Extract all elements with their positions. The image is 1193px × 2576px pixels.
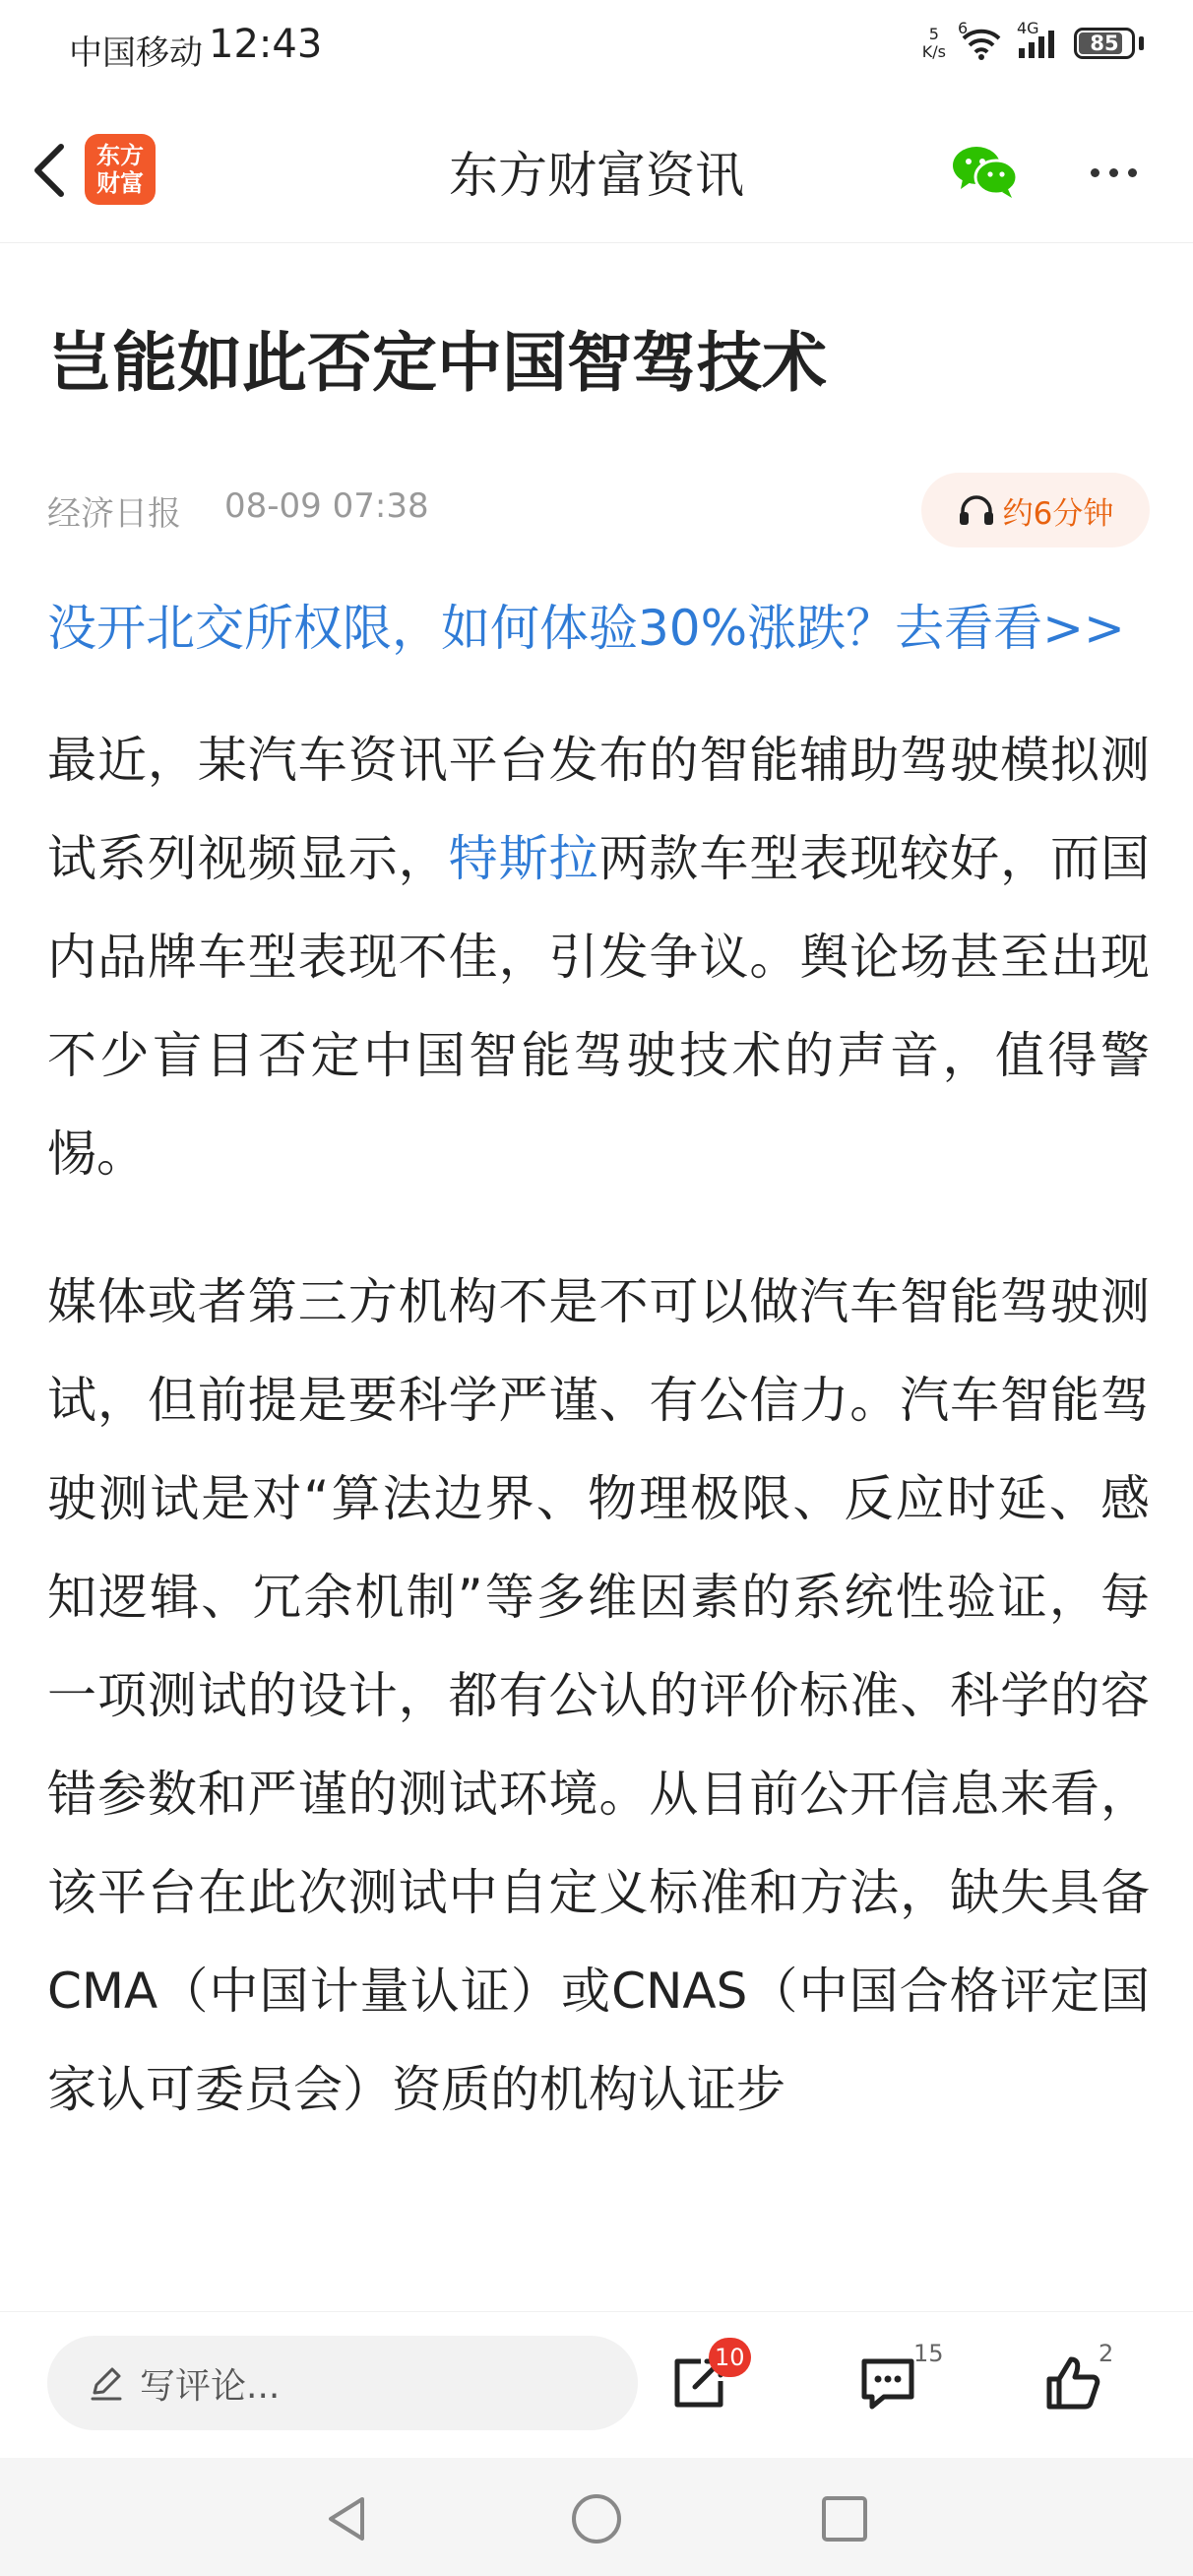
comment-count: 15 <box>913 2340 944 2367</box>
wifi-label: 6 <box>958 19 969 37</box>
wechat-share-button[interactable] <box>951 142 1020 201</box>
article-source[interactable]: 经济日报 <box>47 494 181 534</box>
article-title: 岂能如此否定中国智驾技术 <box>47 325 827 401</box>
wifi-icon <box>958 19 1003 60</box>
network-speed-unit: K/s <box>921 42 946 61</box>
comment-input[interactable] <box>47 2336 638 2430</box>
bottom-action-bar <box>0 2311 1193 2458</box>
carrier-label: 中国移动 <box>69 33 203 73</box>
circle-home-icon <box>569 2491 624 2546</box>
back-icon <box>30 141 69 200</box>
comments-button[interactable] <box>848 2340 944 2422</box>
page-title: 东方财富资讯 <box>449 147 744 204</box>
system-home-button[interactable] <box>569 2491 624 2546</box>
more-dot <box>1109 168 1118 177</box>
back-button[interactable] <box>20 134 79 207</box>
triangle-back-icon <box>323 2493 370 2544</box>
promo-link[interactable]: 没开北交所权限，如何体验30%涨跌？去看看>> <box>47 600 1125 657</box>
comment-placeholder: 写评论... <box>140 2365 281 2407</box>
article-meta <box>47 473 1150 551</box>
app-logo[interactable] <box>85 134 156 205</box>
logo-text-line2: 财富 <box>96 169 144 197</box>
article-paragraph: 媒体或者第三方机构不是不可以做汽车智能驾驶测试，但前提是要科学严谨、有公信力。汽车智能驾驶测试是对“算法边界、物理极限、反应时延、感知逻辑、冗余机制”等多维因素的系统性验证，每一项测试的设计，都有公认的评价标准、科学的容错参数和严谨的测试环境。从目前公开信息来看，该平台在此次测试中自定义标准和方法，缺失具备CMA（中国计量认证）或CNAS（中国合格评定国家认可委员会）资质的机构认证步 <box>47 1273 1150 2118</box>
listen-button[interactable] <box>921 473 1150 547</box>
signal-icon <box>1017 19 1060 60</box>
status-bar <box>0 0 1193 98</box>
status-icons <box>921 19 1144 61</box>
stock-link-tesla[interactable]: 特斯拉 <box>448 830 599 887</box>
article-content <box>47 242 1150 2188</box>
square-recents-icon <box>819 2493 870 2544</box>
more-dot <box>1128 168 1137 177</box>
battery-tip <box>1139 36 1144 50</box>
comment-icon <box>856 2351 919 2415</box>
system-recents-button[interactable] <box>817 2491 872 2546</box>
article-time: 08-09 07:38 <box>224 486 429 526</box>
network-speed <box>922 26 946 61</box>
network-speed-value: 5 <box>928 25 939 43</box>
more-icon[interactable] <box>1079 148 1148 197</box>
paragraph-text: 两款车型表现较好，而国内品牌车型表现不佳，引发争议。舆论场甚至出现不少盲目否定中国智能驾驶技术的声音，值得警惕。 <box>47 830 1151 1183</box>
more-dot <box>1091 168 1099 177</box>
logo-text-line1: 东方 <box>96 142 144 169</box>
pencil-icon <box>85 2361 128 2405</box>
like-count: 2 <box>1099 2340 1114 2367</box>
article-paragraph <box>47 711 1150 1203</box>
system-back-button[interactable] <box>319 2491 374 2546</box>
clock: 12:43 <box>209 22 323 67</box>
battery-level: 85 <box>1090 32 1119 55</box>
battery-icon <box>1074 28 1135 59</box>
system-nav-bar <box>0 2458 1193 2576</box>
thumbs-up-icon <box>1041 2351 1104 2415</box>
wechat-icon <box>951 142 1020 201</box>
top-nav-bar <box>0 98 1193 243</box>
headphones-icon <box>958 493 995 527</box>
paragraph-text: 最近，某汽车资讯平台发布的智能辅助驾驶模拟测试系列视频显示， <box>47 732 1150 887</box>
listen-duration: 约6分钟 <box>1002 495 1114 532</box>
share-badge: 10 <box>709 2338 751 2377</box>
share-button[interactable] <box>659 2344 745 2422</box>
network-type-label: 4G <box>1017 19 1039 37</box>
like-button[interactable] <box>1034 2340 1114 2422</box>
